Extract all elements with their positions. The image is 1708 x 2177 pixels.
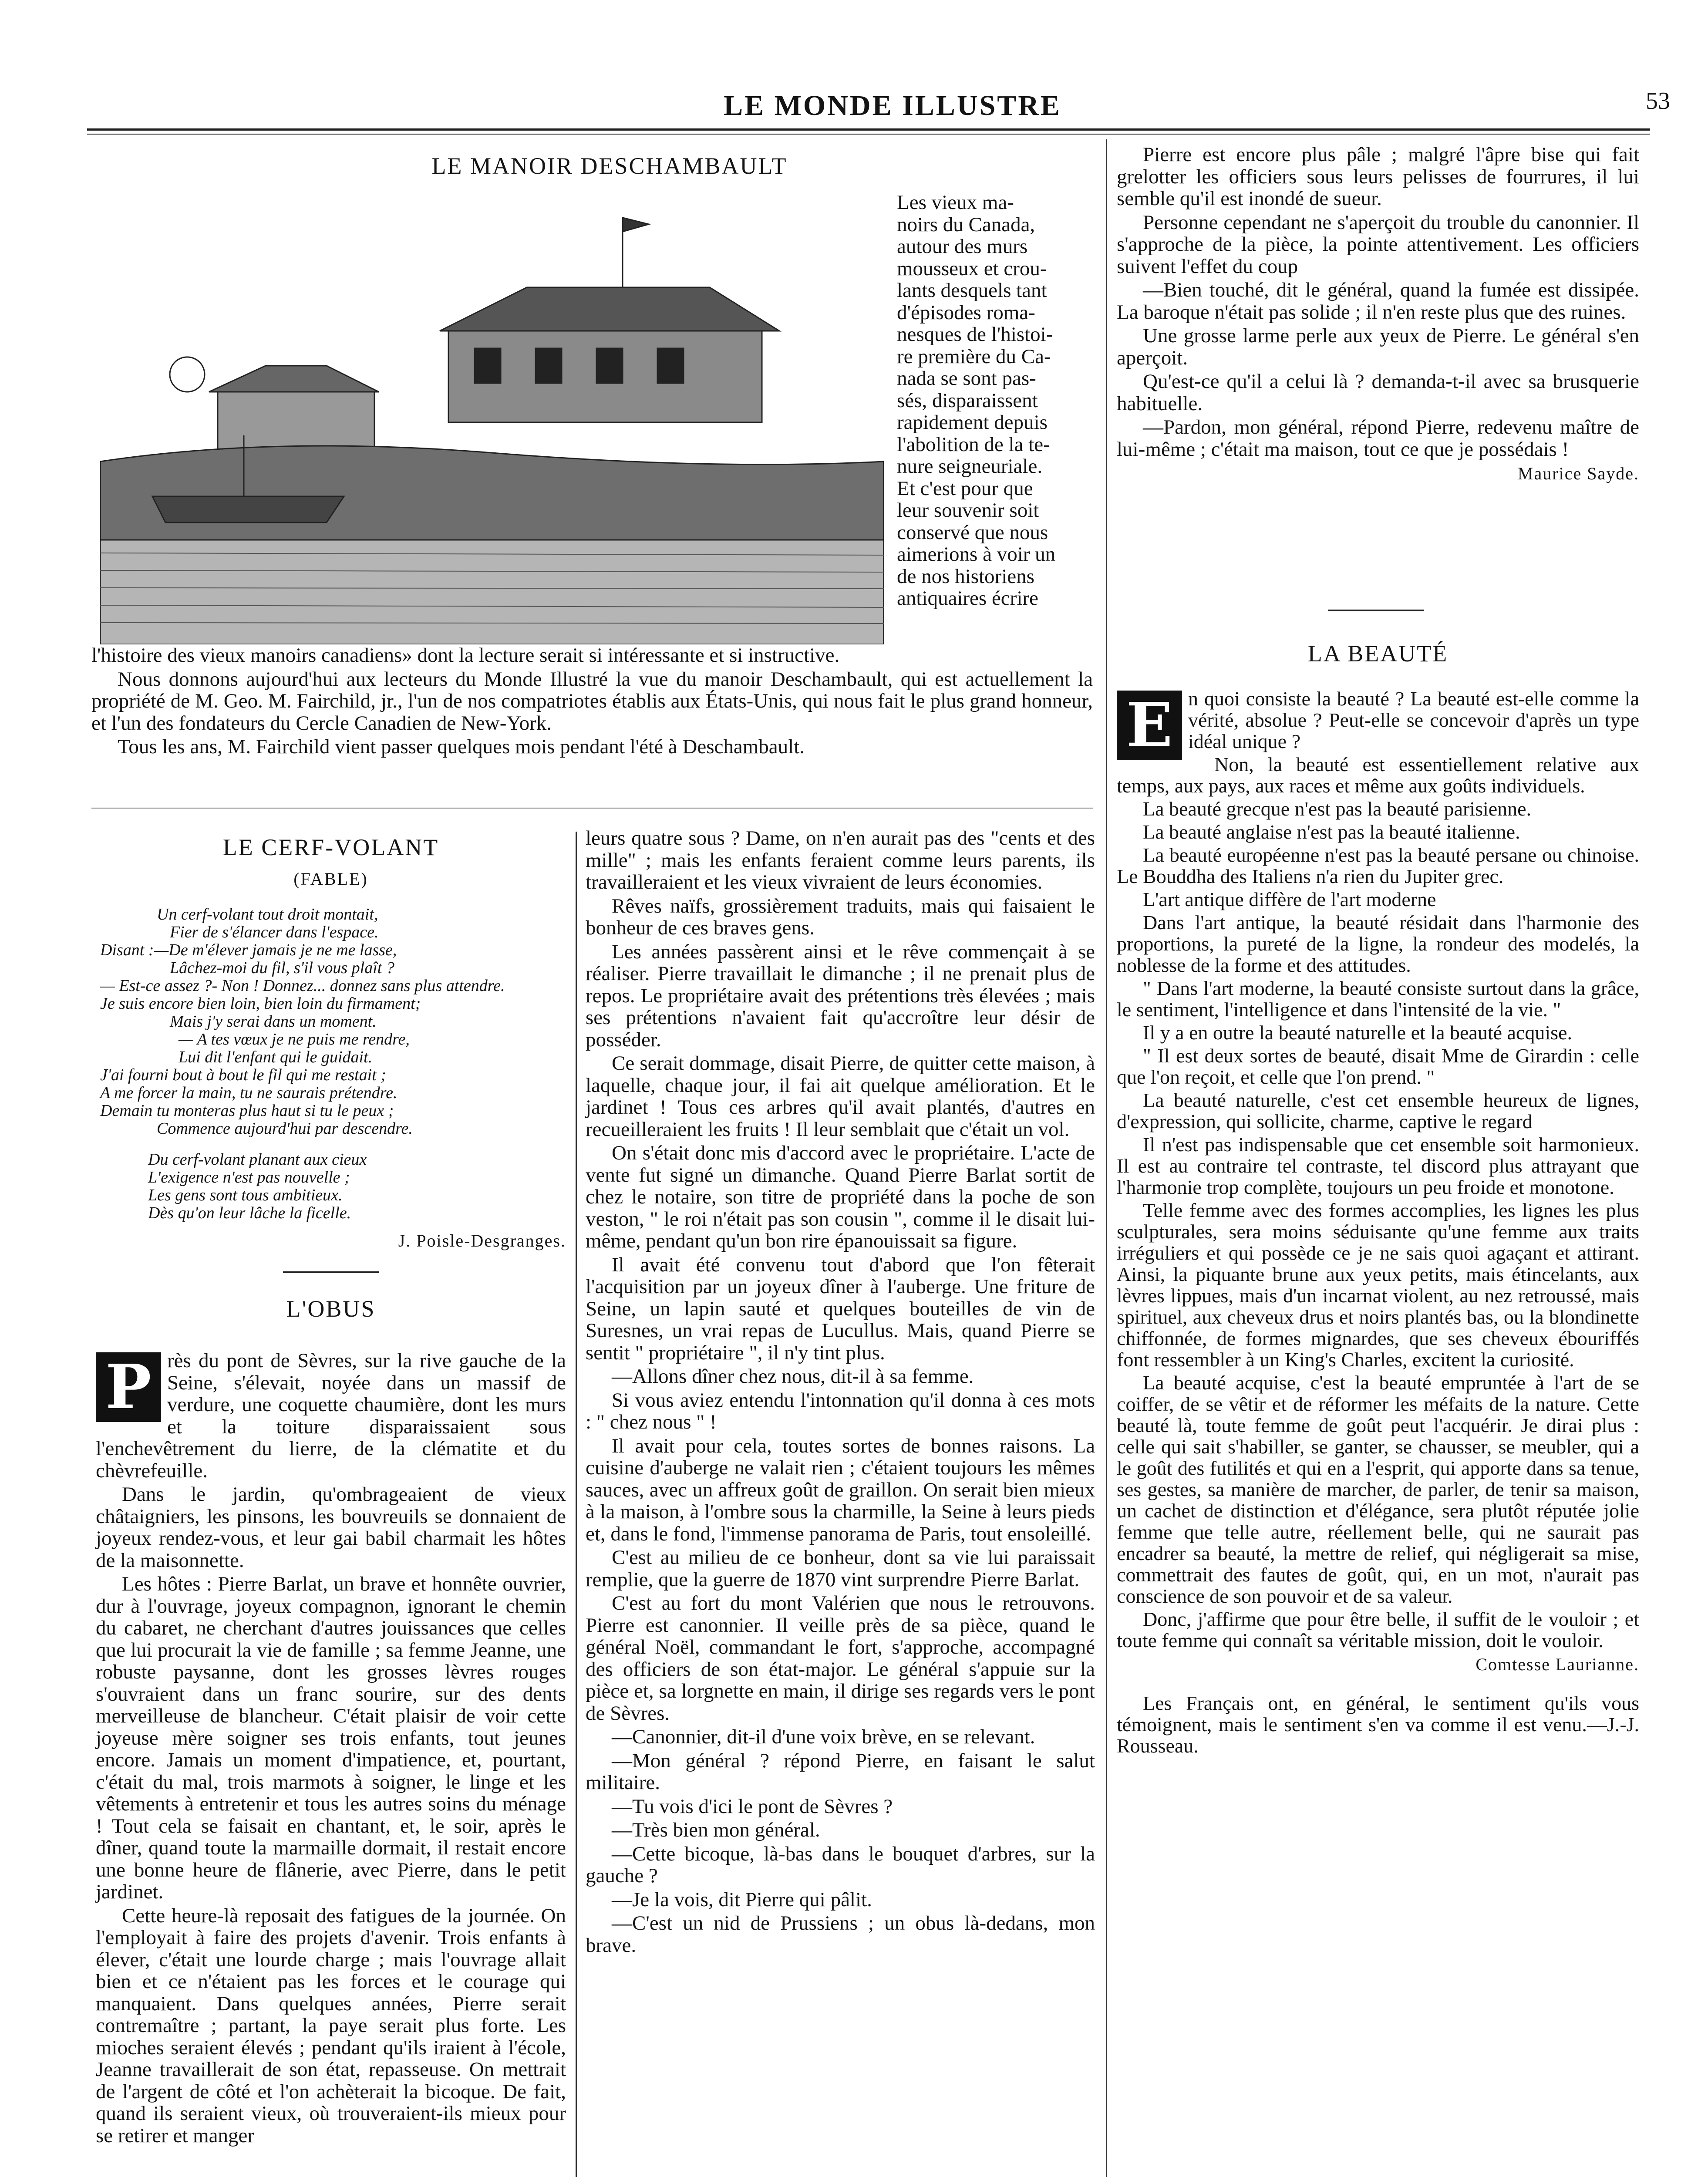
obus-paragraph: —Cette bicoque, là-bas dans le bouquet d'arbres, sur la gauche ? bbox=[586, 1842, 1095, 1887]
header-rule bbox=[87, 128, 1650, 131]
poem-line: Lui dit l'enfant qui le guidait. bbox=[179, 1048, 373, 1066]
beaute-paragraph: Non, la beauté est essentiellement relative aux temps, aux pays, aux races et même aux goûts individuels. bbox=[1117, 753, 1639, 797]
poem-line: Disant :—De m'élever jamais je ne me lasse, bbox=[100, 941, 397, 959]
obus-paragraph: Si vous aviez entendu l'intonnation qu'il donna à ces mots : " chez nous " ! bbox=[586, 1388, 1095, 1433]
dropcap-p: P bbox=[96, 1352, 161, 1422]
beaute-paragraph: La beauté acquise, c'est la beauté empruntée à l'art de se coiffer, de se vêtir et de réformer les méfaits de la nature. Cette beauté là, toute femme de goût peut l'acquérir. Je dirai plus : celle qui sait s'habiller, se ganter, se chausser, se meubler, qui a le goût des futilités et qui en a l'esprit, qui apporte dans sa tenue, ses gestes, sa manière de marcher, de parler, de tenir sa maison, un cachet de distinction et d'élégance, sera plutôt réputée jolie femme que telle autre, réellement belle, qui ne saurait pas encadrer sa beauté, la mettre de relief, qui négligerait sa mise, commettrait des fautes de goût, qui, en un mot, n'aurait pas conscience de son pouvoir et de sa valeur. bbox=[1117, 1372, 1639, 1607]
beaute-paragraph: La beauté anglaise n'est pas la beauté italienne. bbox=[1143, 821, 1520, 843]
obus-paragraph: On s'était donc mis d'accord avec le propriétaire. L'acte de vente fut signé un dimanche. Quand Pierre Barlat sortit de chez le notaire, son titre de propriété dans la poche de son veston, " le roi n'était pas son cousin ", comme il le disait lui-même, pendant qu'un bon rire épanouissait sa figure. bbox=[586, 1142, 1095, 1252]
manoir-side-line: nure seigneuriale. bbox=[897, 455, 1043, 478]
beaute-title: LA BEAUTÉ bbox=[1307, 640, 1449, 667]
beaute-column bbox=[1117, 688, 1639, 1758]
manoir-side-line: aimerions à voir un bbox=[897, 543, 1056, 566]
ornament-divider bbox=[283, 1271, 379, 1279]
manoir-side-line: nada se sont pas- bbox=[897, 367, 1036, 390]
manoir-paragraph: Nous donnons aujourd'hui aux lecteurs du Monde Illustré la vue du manoir Deschambault, qui est actuellement la propriété de M. Geo. M. Fairchild, jr., l'un de nos compatriotes établis aux États-Unis, qui nous fait le plus grand honneur, et l'un des fondateurs du Cercle Canadien de New-York. bbox=[91, 667, 1093, 735]
poem-line: Lâchez-moi du fil, s'il vous plaît ? bbox=[170, 959, 394, 977]
obus-paragraph: Qu'est-ce qu'il a celui là ? demanda-t-il avec sa brusquerie habituelle. bbox=[1117, 370, 1639, 415]
obus-paragraph: C'est au fort du mont Valérien que nous le retrouvons. Pierre est canonnier. Il veille près de sa pièce, quand le général Noël, commandant le fort, s'approche, accompagné des officiers de son état-major. Le général s'appuie sur la pièce et, sa lorgnette en main, il dirige ses regards vers le pont de Sèvres. bbox=[586, 1592, 1095, 1725]
dropcap-e: E bbox=[1117, 691, 1182, 760]
beaute-paragraph: " Il est deux sortes de beauté, disait Mme de Girardin : celle que l'on reçoit, et celle que l'on prend. " bbox=[1117, 1045, 1639, 1088]
poem-line: Fier de s'élancer dans l'espace. bbox=[170, 923, 379, 941]
obus-first-text: rès du pont de Sèvres, sur la rive gauche de la Seine, s'élevait, noyée dans un massif de verdure, une coquette chaumière, dont les murs et la toiture disparaissaient sous l'enchevêtrement du lierre, de la clématite et du chèvrefeuille. bbox=[96, 1349, 566, 1482]
obus-signature: Maurice Sayde. bbox=[1517, 464, 1639, 483]
fable-poem bbox=[100, 906, 570, 1222]
manoir-paragraph: Tous les ans, M. Fairchild vient passer quelques mois pendant l'été à Deschambault. bbox=[118, 735, 805, 758]
obus-paragraph: Cette heure-là reposait des fatigues de la journée. On l'employait à faire des projets d'avenir. Trois enfants à élever, c'était une lourde charge ; mais l'ouvrage allait bien et ce n'étaient pas les forces et le courage qui manquaient. Dans quelques années, Pierre serait contremaître ; partant, la paye serait plus forte. Les mioches seraient élevés ; pendant qu'ils iraient à l'école, Jeanne travaillerait de son état, repasseuse. On mettrait de l'argent de côté et l'on achèterait la bicoque. De fait, quand ils seraient vieux, où trouveraient-ils mieux pour se retirer et manger bbox=[96, 1904, 566, 2147]
obus-paragraph: —Pardon, mon général, répond Pierre, redevenu maître de lui-même ; c'était ma maison, tout ce que je possédais ! bbox=[1117, 416, 1639, 461]
beaute-paragraph: Il n'est pas indispensable que cet ensemble soit harmonieux. Il est au contraire tel contraste, tel discord plus attrayant que l'harmonie trop complète, toujours un peu froide et monotone. bbox=[1117, 1133, 1639, 1198]
manoir-side-line: leur souvenir soit bbox=[897, 499, 1039, 522]
obus-paragraph: Ce serait dommage, disait Pierre, de quitter cette maison, à laquelle, chaque jour, il fai ait quelque amélioration. Et le jardinet ! Tous ces arbres qu'il avait plantés, d'autres en recueilleraient les fruits ! Il leur semblait que c'était un vol. bbox=[586, 1052, 1095, 1141]
obus-paragraph: Dans le jardin, qu'ombrageaient de vieux châtaigniers, les pinsons, les bouvreuils se donnaient de joyeux rendez-vous, et leur gai babil charmait les hôtes de la maisonnette. bbox=[96, 1483, 566, 1572]
obus-paragraph: Les hôtes : Pierre Barlat, un brave et honnête ouvrier, dur à l'ouvrage, joyeux compagnon, ignorant le chemin du cabaret, ne cherchant d'autres jouissances que celles que lui procurait la vie de famille ; sa femme Jeanne, une robuste paysanne, dont les grosses lèvres rouges s'ouvraient dans un franc sourire, sur des dents merveilleuse de blancheur. C'était plaisir de voir cette joyeuse mère soigner ses trois enfants, tout jeunes encore. Jamais un moment d'impatience, et, pourtant, c'était du mal, trois marmots à soigner, le linge et les vêtements à entretenir et tous les autres soins du ménage ! Tout cela se faisait en chantant, et, le soir, après le dîner, quand toute la marmaille dormait, il restait encore une bonne heure de flânerie, avec Pierre, dans le petit jardinet. bbox=[96, 1573, 566, 1903]
header-rule-thin bbox=[87, 134, 1650, 135]
manoir-side-line: nesques de l'histoi- bbox=[897, 323, 1053, 346]
obus-paragraph: —Très bien mon général. bbox=[612, 1819, 820, 1841]
page-number: 53 bbox=[1646, 88, 1670, 115]
poem-line: Commence aujourd'hui par descendre. bbox=[157, 1119, 413, 1138]
obus-paragraph: Il avait pour cela, toutes sortes de bonnes raisons. La cuisine d'auberge ne valait rien ; c'étaient toujours les mêmes sauces, avec un affreux goût de graillon. On serait bien mieux à la maison, à l'ombre sous la charmille, la Seine à leurs pieds et, dans le fond, l'immense panorama de Paris, tout ensoleillé. bbox=[586, 1434, 1095, 1545]
obus-paragraph: —Canonnier, dit-il d'une voix brève, en se relevant. bbox=[612, 1725, 1035, 1748]
obus-paragraph: —Je la vois, dit Pierre qui pâlit. bbox=[612, 1888, 872, 1911]
manoir-side-line: de nos historiens bbox=[897, 565, 1034, 588]
beaute-signature: Comtesse Laurianne. bbox=[1476, 1655, 1639, 1674]
manoir-side-line: lants desquels tant bbox=[897, 279, 1047, 302]
poem-line: Du cerf-volant planant aux cieux bbox=[148, 1150, 367, 1169]
obus-paragraph: Une grosse larme perle aux yeux de Pierre. Le général s'en aperçoit. bbox=[1117, 324, 1639, 369]
poem-line: — A tes vœux je ne puis me rendre, bbox=[179, 1030, 410, 1048]
manoir-side-line: antiquaires écrire bbox=[897, 587, 1038, 610]
section-rule bbox=[91, 808, 1093, 815]
obus-paragraph: leurs quatre sous ? Dame, on n'en aurait pas des "cents et des mille" ; mais les enfants feraient comme leurs parents, ils travailleraient et les vieux vivraient de leurs économies. bbox=[586, 827, 1095, 893]
poem-line: Dès qu'on leur lâche la ficelle. bbox=[148, 1204, 351, 1222]
beaute-paragraph: Donc, j'affirme que pour être belle, il suffit de le vouloir ; et toute femme qui connaît sa véritable mission, doit le vouloir. bbox=[1117, 1608, 1639, 1651]
manoir-body bbox=[91, 644, 1093, 760]
obus-paragraph: Les années passèrent ainsi et le rêve commençait à se réaliser. Pierre travaillait le dimanche ; il ne prenait plus de repos. Le propriétaire avait des prétentions très élevées ; mais ses prétentions n'avaient fait qu'accroître leur désir de posséder. bbox=[586, 940, 1095, 1051]
manoir-side-line: noirs du Canada, bbox=[897, 213, 1035, 236]
manoir-side-line: conservé que nous bbox=[897, 521, 1048, 544]
poem-line: Demain tu monteras plus haut si tu le peux ; bbox=[100, 1102, 394, 1120]
manor-engraving-illustration bbox=[100, 192, 884, 644]
ornament-divider bbox=[1328, 610, 1424, 617]
beaute-first-text: n quoi consiste la beauté ? La beauté est-elle comme la vérité, absolue ? Peut-elle se concevoir d'après un type idéal unique ? bbox=[1188, 687, 1639, 752]
manoir-side-line: l'abolition de la te- bbox=[897, 433, 1050, 456]
beaute-paragraph bbox=[1117, 687, 1639, 761]
obus-column-1 bbox=[96, 1350, 566, 2148]
obus-column-3 bbox=[1117, 144, 1639, 485]
manoir-side-line: mousseux et crou- bbox=[897, 257, 1047, 280]
obus-paragraph: Pierre est encore plus pâle ; malgré l'âpre bise qui fait grelotter les officiers sous leurs pelisses de fourrures, il lui semble qu'il est inondé de sueur. bbox=[1117, 143, 1639, 210]
obus-paragraph: Rêves naïfs, grossièrement traduits, mais qui faisaient le bonheur de ces braves gens. bbox=[586, 894, 1095, 939]
column-divider-left bbox=[576, 832, 577, 2177]
poem-line: Mais j'y serai dans un moment. bbox=[170, 1012, 377, 1031]
obus-paragraph: —Allons dîner chez nous, dit-il à sa femme. bbox=[612, 1365, 974, 1388]
beaute-paragraph: " Dans l'art moderne, la beauté consiste surtout dans la grâce, le sentiment, l'intelligence et dans l'intensité de la vie. " bbox=[1117, 977, 1639, 1021]
poem-line: J'ai fourni bout à bout le fil qui me restait ; bbox=[100, 1066, 386, 1084]
beaute-paragraph: La beauté européenne n'est pas la beauté persane ou chinoise. Le Bouddha des Italiens n'a rien du Jupiter grec. bbox=[1117, 844, 1639, 887]
beaute-paragraph: Il y a en outre la beauté naturelle et la beauté acquise. bbox=[1143, 1021, 1572, 1044]
beaute-paragraph: L'art antique diffère de l'art moderne bbox=[1143, 888, 1436, 910]
obus-paragraph: Il avait été convenu tout d'abord que l'on fêterait l'acquisition par un joyeux dîner à l'auberge. Une friture de Seine, un lapin sauté et quelques bouteilles de vin de Suresnes, un vrai repas de Lucullus. Mais, quand Pierre se sentit " propriétaire ", il n'y tint plus. bbox=[586, 1253, 1095, 1364]
fable-subtitle: (FABLE) bbox=[293, 869, 368, 889]
obus-paragraph bbox=[96, 1350, 566, 1482]
obus-paragraph: C'est au milieu de ce bonheur, dont sa vie lui paraissait remplie, que la guerre de 1870 vint surprendre Pierre Barlat. bbox=[586, 1546, 1095, 1591]
poem-line: A me forcer la main, tu ne saurais prétendre. bbox=[100, 1084, 398, 1102]
manoir-side-line: Et c'est pour que bbox=[897, 477, 1033, 500]
rousseau-quote: Les Français ont, en général, le sentiment qu'ils vous témoignent, mais le sentiment s'en va comme il est venu.—J.-J. Rousseau. bbox=[1117, 1692, 1639, 1757]
masthead-title: LE MONDE ILLUSTRE bbox=[724, 90, 1061, 121]
obus-column-2 bbox=[586, 827, 1095, 1958]
manoir-side-line: Les vieux ma- bbox=[897, 191, 1014, 214]
manoir-paragraph: l'histoire des vieux manoirs canadiens» dont la lecture serait si intéressante et si instructive. bbox=[91, 644, 840, 667]
obus-paragraph: —C'est un nid de Prussiens ; un obus là-dedans, mon brave. bbox=[586, 1912, 1095, 1957]
poem-line: Les gens sont tous ambitieux. bbox=[148, 1186, 343, 1204]
column-divider-right bbox=[1106, 139, 1107, 2177]
manoir-side-line: sés, disparaissent bbox=[897, 389, 1038, 412]
manoir-title: LE MANOIR DESCHAMBAULT bbox=[431, 153, 788, 179]
obus-paragraph: —Mon général ? répond Pierre, en faisant le salut militaire. bbox=[586, 1749, 1095, 1794]
poem-line: — Est-ce assez ?- Non ! Donnez... donnez sans plus attendre. bbox=[100, 977, 505, 995]
poem-line: Je suis encore bien loin, bien loin du firmament; bbox=[100, 994, 421, 1013]
beaute-paragraph: La beauté grecque n'est pas la beauté parisienne. bbox=[1143, 798, 1532, 820]
obus-paragraph: Personne cependant ne s'aperçoit du trouble du canonnier. Il s'approche de la pièce, la pointe attentivement. Les officiers suivent l'effet du coup bbox=[1117, 211, 1639, 278]
obus-paragraph: —Bien touché, dit le général, quand la fumée est dissipée. La baroque n'était pas solide ; il n'en reste plus que des ruines. bbox=[1117, 279, 1639, 324]
poem-line: L'exigence n'est pas nouvelle ; bbox=[148, 1168, 350, 1186]
manoir-side-text bbox=[897, 192, 1088, 610]
fable-title: LE CERF-VOLANT bbox=[222, 834, 439, 860]
manoir-side-line: rapidement depuis bbox=[897, 411, 1048, 434]
beaute-paragraph: La beauté naturelle, c'est cet ensemble heureux de lignes, d'expression, qui sollicite, charme, captive le regard bbox=[1117, 1089, 1639, 1132]
poem-stanza-break bbox=[100, 1138, 570, 1151]
beaute-paragraph: Telle femme avec des formes accomplies, les lignes les plus sculpturales, sera moins séduisante qu'une femme aux traits irréguliers et qui possède ce je ne sais quoi agaçant et attirant. Ainsi, la piquante brune aux yeux petits, mais étincelants, aux lèvres lippues, mais d'un incarnat violent, au nez retroussé, mais spirituel, aux cheveux drus et noirs plantés bas, ou la blondinette chiffonnée, de formes mignardes, que ses cheveux ébouriffés font ressembler à un King's Charles, excitent la curiosité. bbox=[1117, 1199, 1639, 1371]
obus-paragraph: —Tu vois d'ici le pont de Sèvres ? bbox=[612, 1795, 893, 1818]
manoir-side-line: autour des murs bbox=[897, 235, 1028, 258]
fable-signature: J. Poisle-Desgranges. bbox=[398, 1231, 566, 1250]
obus-title: L'OBUS bbox=[286, 1296, 376, 1322]
poem-line: Un cerf-volant tout droit montait, bbox=[157, 905, 378, 923]
manoir-side-line: re première du Ca- bbox=[897, 345, 1051, 368]
beaute-paragraph: Dans l'art antique, la beauté résidait dans l'harmonie des proportions, la pureté de la ligne, la rondeur des modelés, la noblesse de la forme et des attitudes. bbox=[1117, 911, 1639, 976]
manoir-side-line: d'épisodes roma- bbox=[897, 301, 1035, 324]
